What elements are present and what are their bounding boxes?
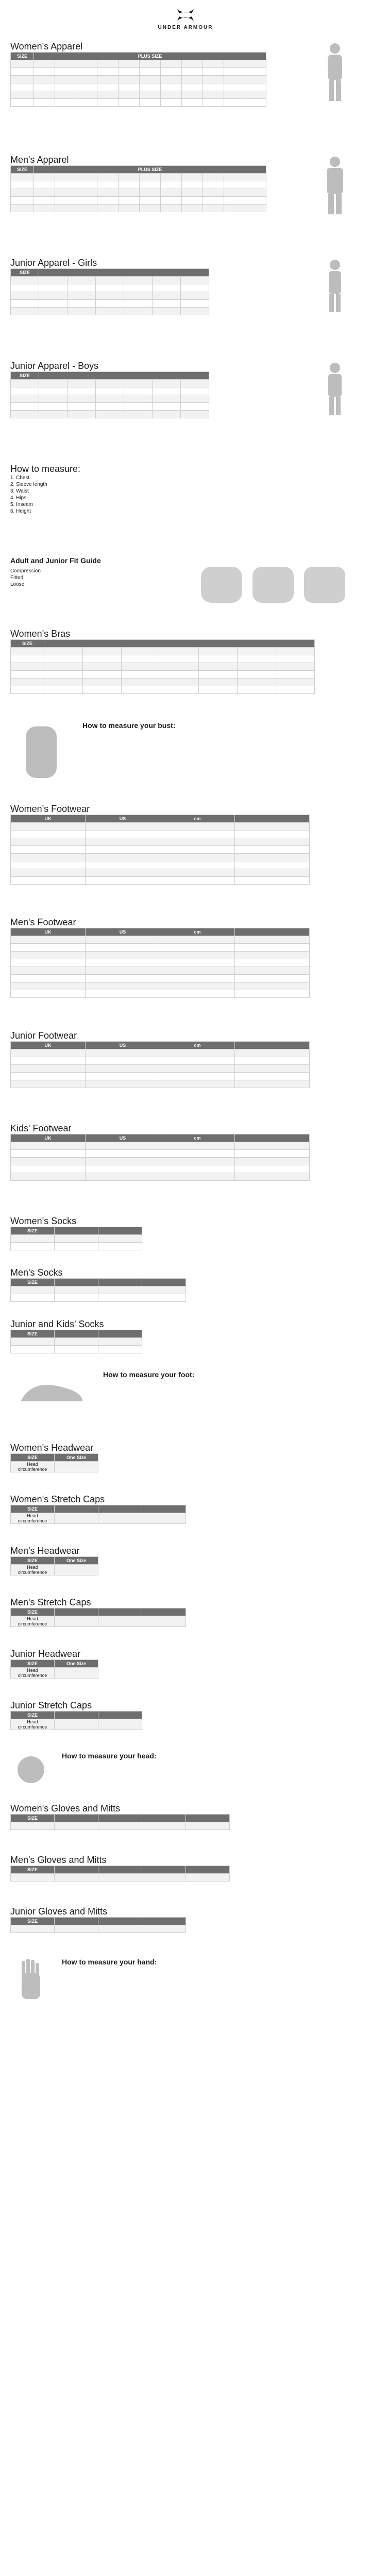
section-title: Junior Stretch Caps bbox=[10, 1700, 92, 1710]
size-header: SIZE bbox=[11, 1279, 55, 1286]
female-body-figure-icon bbox=[314, 41, 356, 103]
womens-gloves-table bbox=[10, 1814, 230, 1830]
junior-footwear-table bbox=[10, 1041, 310, 1088]
size-header: SIZE bbox=[11, 1505, 55, 1513]
size-header: SIZE bbox=[11, 166, 34, 174]
us-header: US bbox=[86, 928, 160, 936]
measure-step-waist: 3. Waist bbox=[10, 488, 29, 494]
size-header: SIZE bbox=[11, 1557, 55, 1565]
measure-step-chest: 1. Chest bbox=[10, 475, 30, 481]
size-header: SIZE bbox=[11, 269, 39, 277]
measure-hand-section bbox=[10, 1958, 361, 1966]
womens-footwear-table bbox=[10, 815, 310, 885]
bust-figure-icon bbox=[10, 721, 72, 783]
girl-body-figure-icon bbox=[314, 258, 356, 314]
size-header: SIZE bbox=[11, 372, 39, 380]
junior-boys-section bbox=[10, 361, 361, 418]
section-title: Women's Apparel bbox=[10, 41, 83, 52]
section-title: Kids' Footwear bbox=[10, 1123, 72, 1133]
section-title: Men's Socks bbox=[10, 1267, 63, 1278]
section-title: How to measure: bbox=[10, 464, 81, 474]
adult-junior-fit-section bbox=[10, 556, 361, 588]
womens-stretch-caps-section bbox=[10, 1494, 361, 1524]
section-title: Junior and Kids' Socks bbox=[10, 1319, 104, 1329]
measure-head-section bbox=[10, 1752, 361, 1760]
womens-headwear-section bbox=[10, 1443, 361, 1472]
uk-header: UK bbox=[11, 928, 86, 936]
womens-headwear-table bbox=[10, 1453, 98, 1472]
section-title: Women's Stretch Caps bbox=[10, 1494, 105, 1504]
head-circumference-label: Head circumference bbox=[11, 1668, 55, 1679]
head-circumference-label: Head circumference bbox=[11, 1616, 55, 1627]
foot-figure-icon bbox=[10, 1370, 93, 1412]
womens-gloves-section bbox=[10, 1803, 361, 1830]
section-title: Women's Socks bbox=[10, 1216, 77, 1226]
junior-headwear-section bbox=[10, 1649, 361, 1679]
plus-size-header: PLUS SIZE bbox=[34, 53, 266, 60]
junior-kids-socks-section bbox=[10, 1319, 361, 1353]
section-title: How to measure your head: bbox=[62, 1752, 157, 1760]
mens-footwear-section bbox=[10, 917, 361, 998]
uk-header: UK bbox=[11, 1134, 86, 1142]
section-title: Women's Footwear bbox=[10, 804, 90, 814]
head-circumference-label: Head circumference bbox=[11, 1719, 55, 1730]
junior-headwear-table bbox=[10, 1659, 98, 1679]
size-header: SIZE bbox=[11, 1454, 55, 1462]
us-header: US bbox=[86, 1134, 160, 1142]
us-header: US bbox=[86, 1042, 160, 1049]
size-header: SIZE bbox=[11, 640, 44, 648]
section-title: How to measure your hand: bbox=[62, 1958, 157, 1966]
kids-footwear-section bbox=[10, 1123, 361, 1181]
uk-header: UK bbox=[11, 1042, 86, 1049]
mens-stretch-caps-section bbox=[10, 1597, 361, 1627]
fit-types-figure-icon bbox=[196, 556, 350, 613]
kids-footwear-table bbox=[10, 1134, 310, 1181]
head-figure-icon bbox=[10, 1752, 52, 1788]
brand-header bbox=[0, 0, 371, 36]
section-title: How to measure your foot: bbox=[103, 1370, 195, 1379]
fit-compression-label: Compression bbox=[10, 568, 41, 574]
one-size-header: One Size bbox=[55, 1557, 98, 1565]
size-header: SIZE bbox=[11, 1815, 55, 1822]
junior-gloves-section bbox=[10, 1906, 361, 1933]
size-header: SIZE bbox=[11, 1711, 55, 1719]
section-title: Adult and Junior Fit Guide bbox=[10, 556, 101, 565]
measure-bust-section bbox=[10, 721, 361, 730]
mens-apparel-table bbox=[10, 165, 266, 212]
section-title: Men's Footwear bbox=[10, 917, 76, 927]
head-circumference-label: Head circumference bbox=[11, 1513, 55, 1524]
section-title: Men's Stretch Caps bbox=[10, 1597, 91, 1607]
hand-figure-icon bbox=[10, 1958, 52, 2004]
head-circumference-label: Head circumference bbox=[11, 1462, 55, 1472]
junior-gloves-table bbox=[10, 1917, 186, 1933]
cm-header: cm bbox=[160, 815, 235, 823]
section-title: Men's Headwear bbox=[10, 1546, 80, 1556]
section-title: Junior Gloves and Mitts bbox=[10, 1906, 108, 1917]
size-header: SIZE bbox=[11, 1660, 55, 1668]
size-header: SIZE bbox=[11, 1608, 55, 1616]
womens-socks-table bbox=[10, 1227, 142, 1250]
section-title: Junior Apparel - Boys bbox=[10, 361, 99, 371]
measure-step-height: 6. Height bbox=[10, 509, 31, 514]
size-header: SIZE bbox=[11, 1330, 55, 1338]
womens-footwear-section bbox=[10, 804, 361, 885]
junior-boys-table bbox=[10, 371, 209, 418]
womens-stretch-caps-table bbox=[10, 1505, 186, 1524]
section-title: Women's Headwear bbox=[10, 1443, 94, 1453]
one-size-header: One Size bbox=[55, 1660, 98, 1668]
mens-gloves-section bbox=[10, 1855, 361, 1882]
head-circumference-label: Head circumference bbox=[11, 1565, 55, 1575]
womens-bras-table bbox=[10, 639, 315, 694]
cm-header: cm bbox=[160, 928, 235, 936]
us-header: US bbox=[86, 815, 160, 823]
mens-socks-table bbox=[10, 1278, 186, 1302]
size-header: SIZE bbox=[11, 1227, 55, 1235]
mens-apparel-section bbox=[10, 155, 361, 212]
junior-kids-socks-table bbox=[10, 1330, 142, 1353]
fit-loose-label: Loose bbox=[10, 582, 25, 587]
section-title: Junior Footwear bbox=[10, 1030, 77, 1041]
junior-girls-section bbox=[10, 258, 361, 315]
womens-socks-section bbox=[10, 1216, 361, 1250]
measure-step-sleeve: 2. Sleeve length bbox=[10, 482, 47, 487]
section-title: Men's Gloves and Mitts bbox=[10, 1855, 107, 1865]
mens-stretch-caps-table bbox=[10, 1608, 186, 1627]
boy-body-figure-icon bbox=[314, 361, 356, 417]
fit-fitted-label: Fitted bbox=[10, 575, 24, 581]
measure-foot-section bbox=[10, 1370, 361, 1379]
junior-footwear-section bbox=[10, 1030, 361, 1088]
how-to-measure-section bbox=[10, 464, 361, 515]
section-title: Women's Bras bbox=[10, 629, 71, 639]
junior-girls-table bbox=[10, 268, 209, 315]
one-size-header: One Size bbox=[55, 1454, 98, 1462]
mens-headwear-table bbox=[10, 1556, 98, 1575]
womens-apparel-table bbox=[10, 52, 266, 107]
uk-header: UK bbox=[11, 815, 86, 823]
section-title: How to measure your bust: bbox=[82, 721, 176, 730]
mens-socks-section bbox=[10, 1267, 361, 1302]
womens-bras-section bbox=[10, 629, 361, 694]
mens-footwear-table bbox=[10, 928, 310, 998]
size-header: SIZE bbox=[11, 1918, 55, 1925]
cm-header: cm bbox=[160, 1134, 235, 1142]
mens-gloves-table bbox=[10, 1866, 230, 1882]
brand-wordmark: UNDER ARMOUR bbox=[158, 25, 213, 30]
size-header: SIZE bbox=[11, 1866, 55, 1874]
section-title: Junior Headwear bbox=[10, 1649, 81, 1659]
measure-step-inseam: 5. Inseam bbox=[10, 502, 33, 507]
brand-logo-icon bbox=[175, 7, 196, 23]
mens-headwear-section bbox=[10, 1546, 361, 1575]
plus-size-header: PLUS SIZE bbox=[34, 166, 266, 174]
junior-stretch-caps-table bbox=[10, 1711, 142, 1730]
section-title: Women's Gloves and Mitts bbox=[10, 1803, 121, 1814]
cm-header: cm bbox=[160, 1042, 235, 1049]
womens-apparel-section bbox=[10, 41, 361, 107]
junior-stretch-caps-section bbox=[10, 1700, 361, 1730]
size-header: SIZE bbox=[11, 53, 34, 60]
male-body-figure-icon bbox=[314, 155, 356, 216]
measure-step-hips: 4. Hips bbox=[10, 495, 27, 501]
section-title: Junior Apparel - Girls bbox=[10, 258, 97, 268]
section-title: Men's Apparel bbox=[10, 155, 69, 165]
